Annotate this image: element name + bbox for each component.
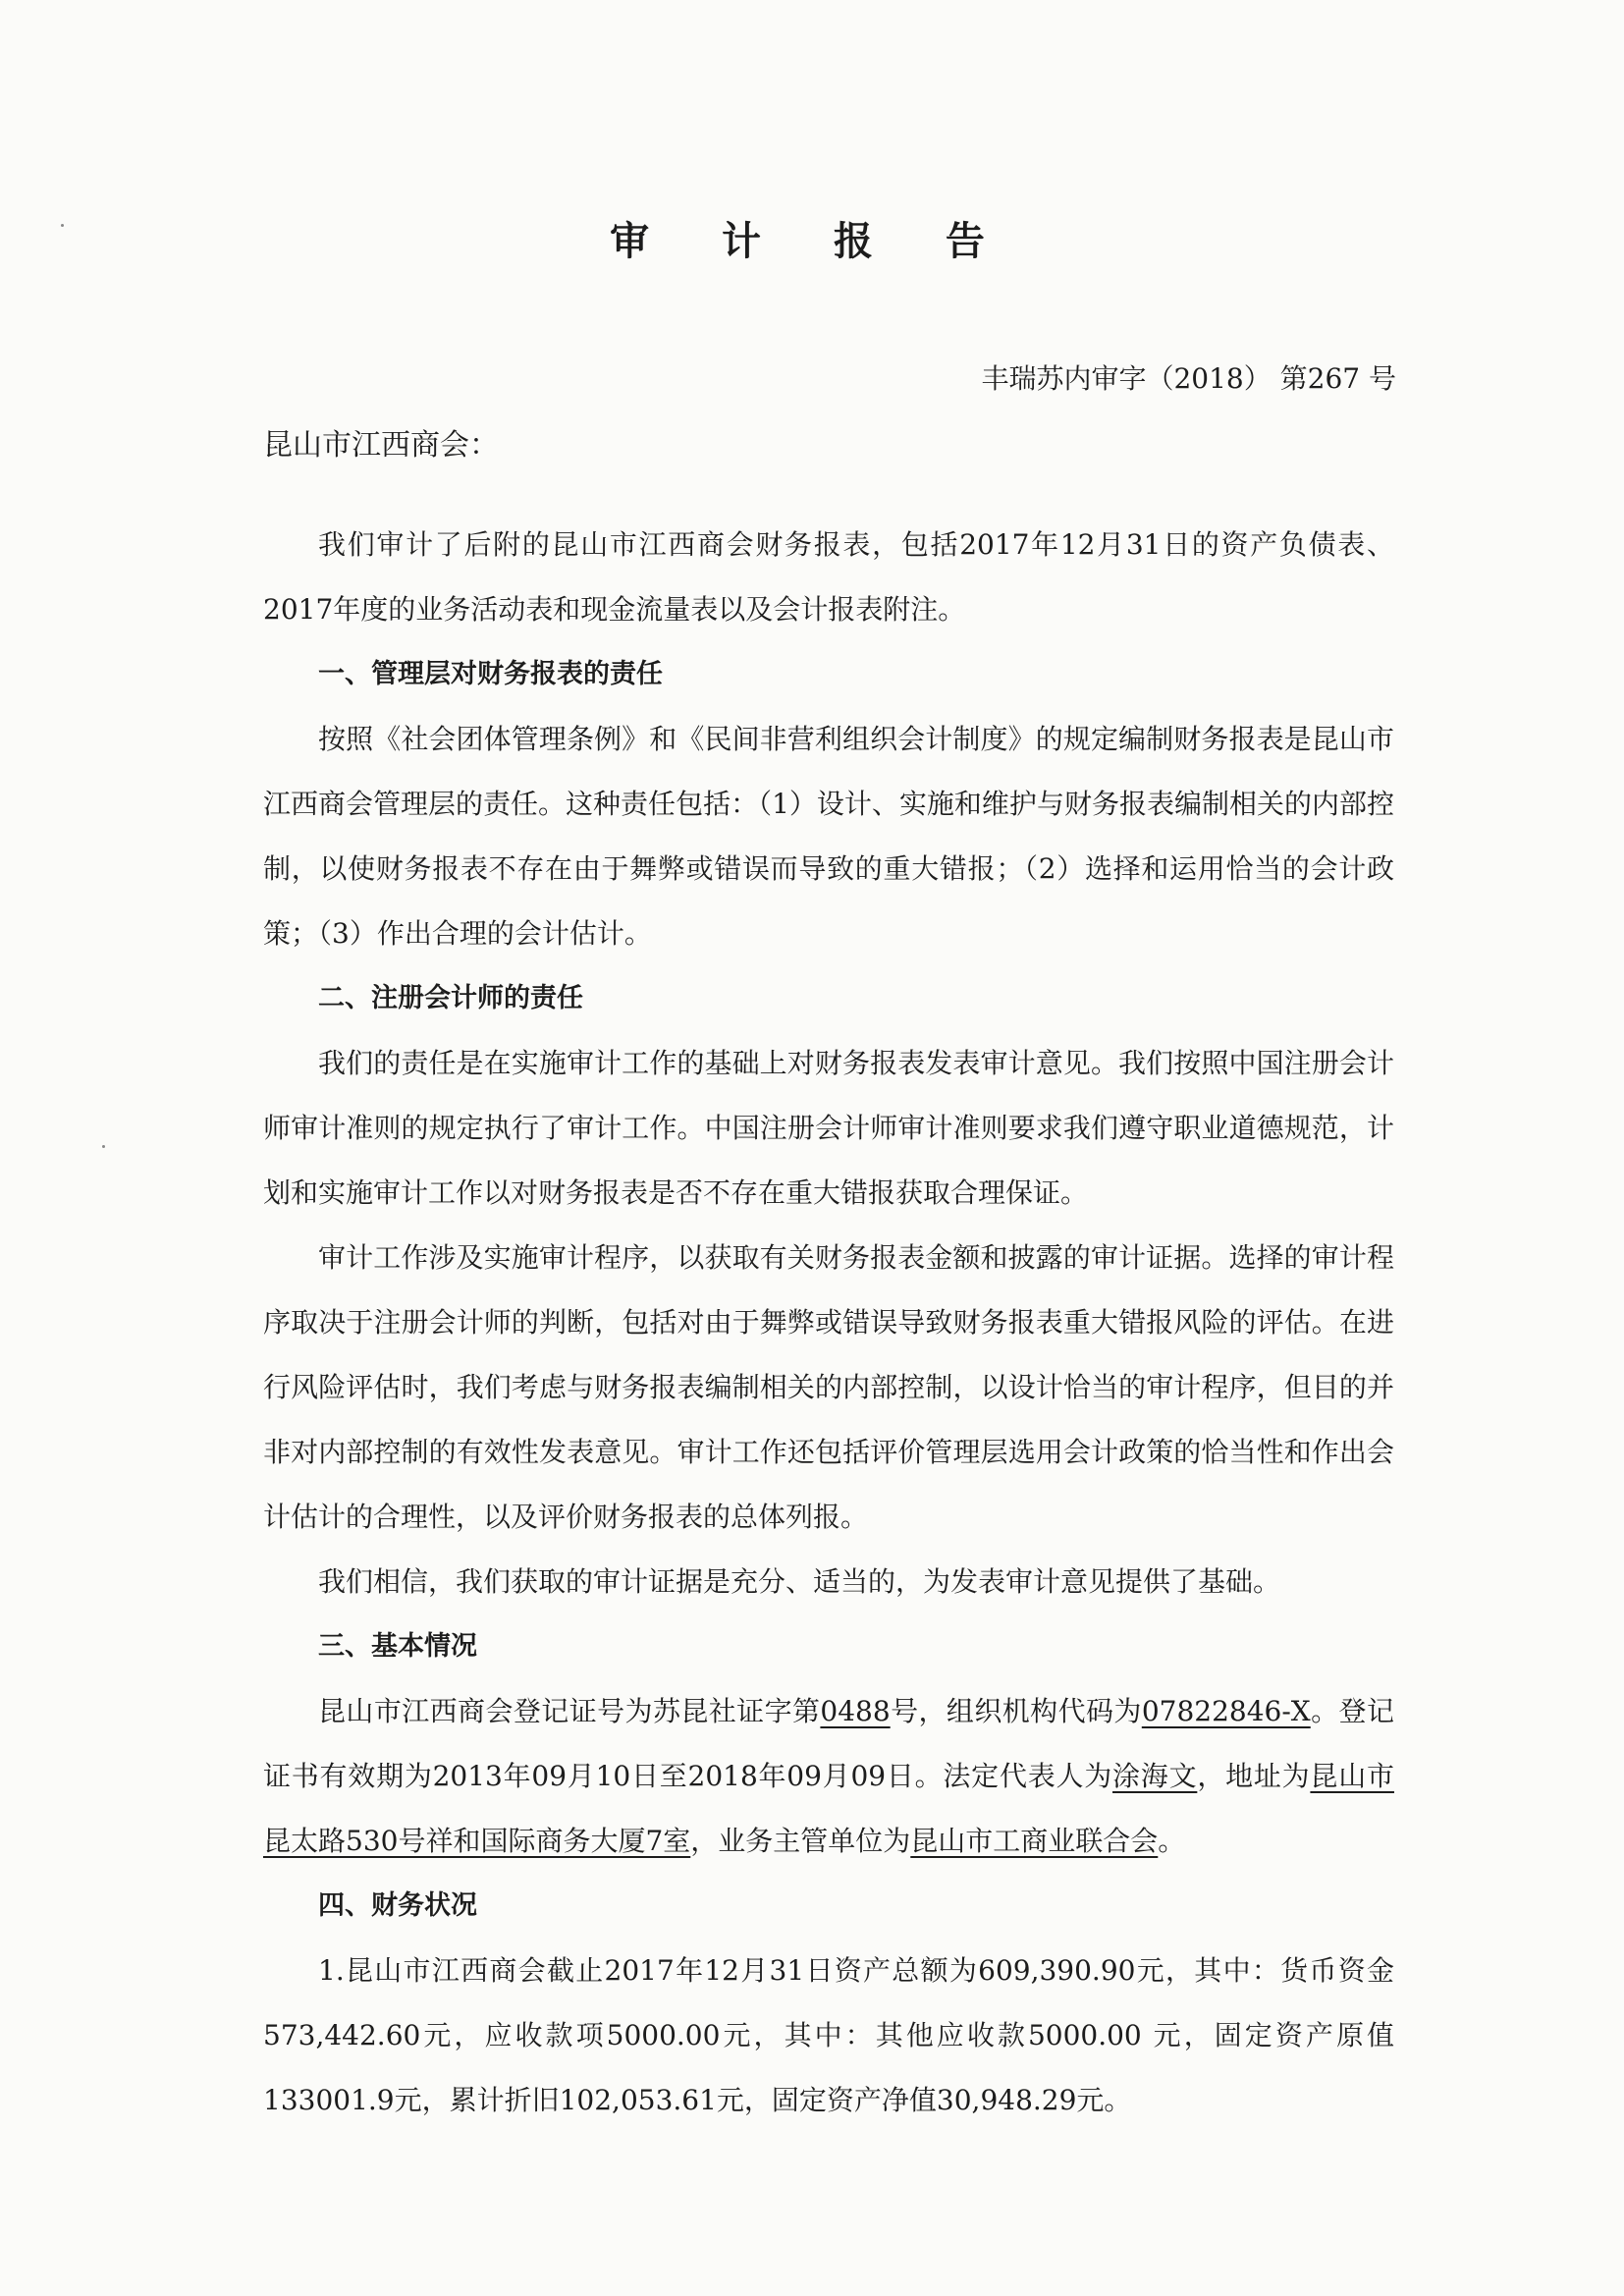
text-segment: 。登记证书有效期为2013年09月10日至2018年09月09日。法定代表人为	[263, 1695, 1394, 1792]
basic-info-paragraph	[263, 1679, 1394, 1874]
address: 昆山市昆太路530号祥和国际商务大厦7室	[263, 1760, 1394, 1857]
paragraph: 按照《社会团体管理条例》和《民间非营利组织会计制度》的规定编制财务报表是昆山市江西商会管理层的责任。这种责任包括：（1）设计、实施和维护与财务报表编制相关的内部控制，以使财务报表不存在由于舞弊或错误而导致的重大错报；（2）选择和运用恰当的会计政策；（3）作出合理的会计估计。	[263, 723, 1394, 950]
text-segment: ，业务主管单位为	[690, 1825, 911, 1857]
organization-code: 07822846-X	[1141, 1695, 1311, 1727]
page-title: 审 计 报 告	[610, 219, 1014, 264]
intro-paragraph: 我们审计了后附的昆山市江西商会财务报表，包括2017年12月31日的资产负债表、2017年度的业务活动表和现金流量表以及会计报表附注。	[263, 528, 1394, 626]
registration-number: 0488	[820, 1695, 891, 1727]
supervising-unit: 昆山市工商业联合会	[910, 1825, 1159, 1857]
report-body	[263, 513, 1394, 2133]
section-heading: 二、注册会计师的责任	[318, 983, 583, 1013]
text-segment: 昆山市江西商会登记证号为苏昆社证字第	[318, 1695, 821, 1727]
legal-representative: 涂海文	[1112, 1760, 1198, 1792]
paragraph: 我们的责任是在实施审计工作的基础上对财务报表发表审计意见。我们按照中国注册会计师审计准则的规定执行了审计工作。中国注册会计师审计准则要求我们遵守职业道德规范，计划和实施审计工作以对财务报表是否不存在重大错报获取合理保证。	[263, 1047, 1394, 1209]
section-heading: 四、财务状况	[318, 1890, 477, 1921]
text-segment: 号，组织机构代码为	[890, 1695, 1142, 1727]
paragraph: 1.昆山市江西商会截止2017年12月31日资产总额为609,390.90元，其中：货币资金573,442.60元，应收款项5000.00元，其中：其他应收款5000.00 元，固定资产原值133001.9元，累计折旧102,053.61元，固定资产净值30,948.29元。	[263, 1954, 1394, 2116]
text-segment: 。	[1158, 1825, 1186, 1857]
section-heading: 一、管理层对财务报表的责任	[318, 659, 663, 689]
document-number: 丰瑞苏内审字（2018） 第267 号	[981, 362, 1396, 395]
paragraph: 审计工作涉及实施审计程序，以获取有关财务报表金额和披露的审计证据。选择的审计程序取决于注册会计师的判断，包括对由于舞弊或错误导致财务报表重大错报风险的评估。在进行风险评估时，我们考虑与财务报表编制相关的内部控制，以设计恰当的审计程序，但目的并非对内部控制的有效性发表意见。审计工作还包括评价管理层选用会计政策的恰当性和作出会计估计的合理性，以及评价财务报表的总体列报。	[263, 1241, 1394, 1533]
section-heading: 三、基本情况	[318, 1631, 477, 1662]
paragraph: 我们相信，我们获取的审计证据是充分、适当的，为发表审计意见提供了基础。	[318, 1565, 1281, 1598]
addressee: 昆山市江西商会：	[263, 428, 499, 463]
scan-speck	[102, 1145, 105, 1148]
text-segment: ，地址为	[1197, 1760, 1311, 1792]
